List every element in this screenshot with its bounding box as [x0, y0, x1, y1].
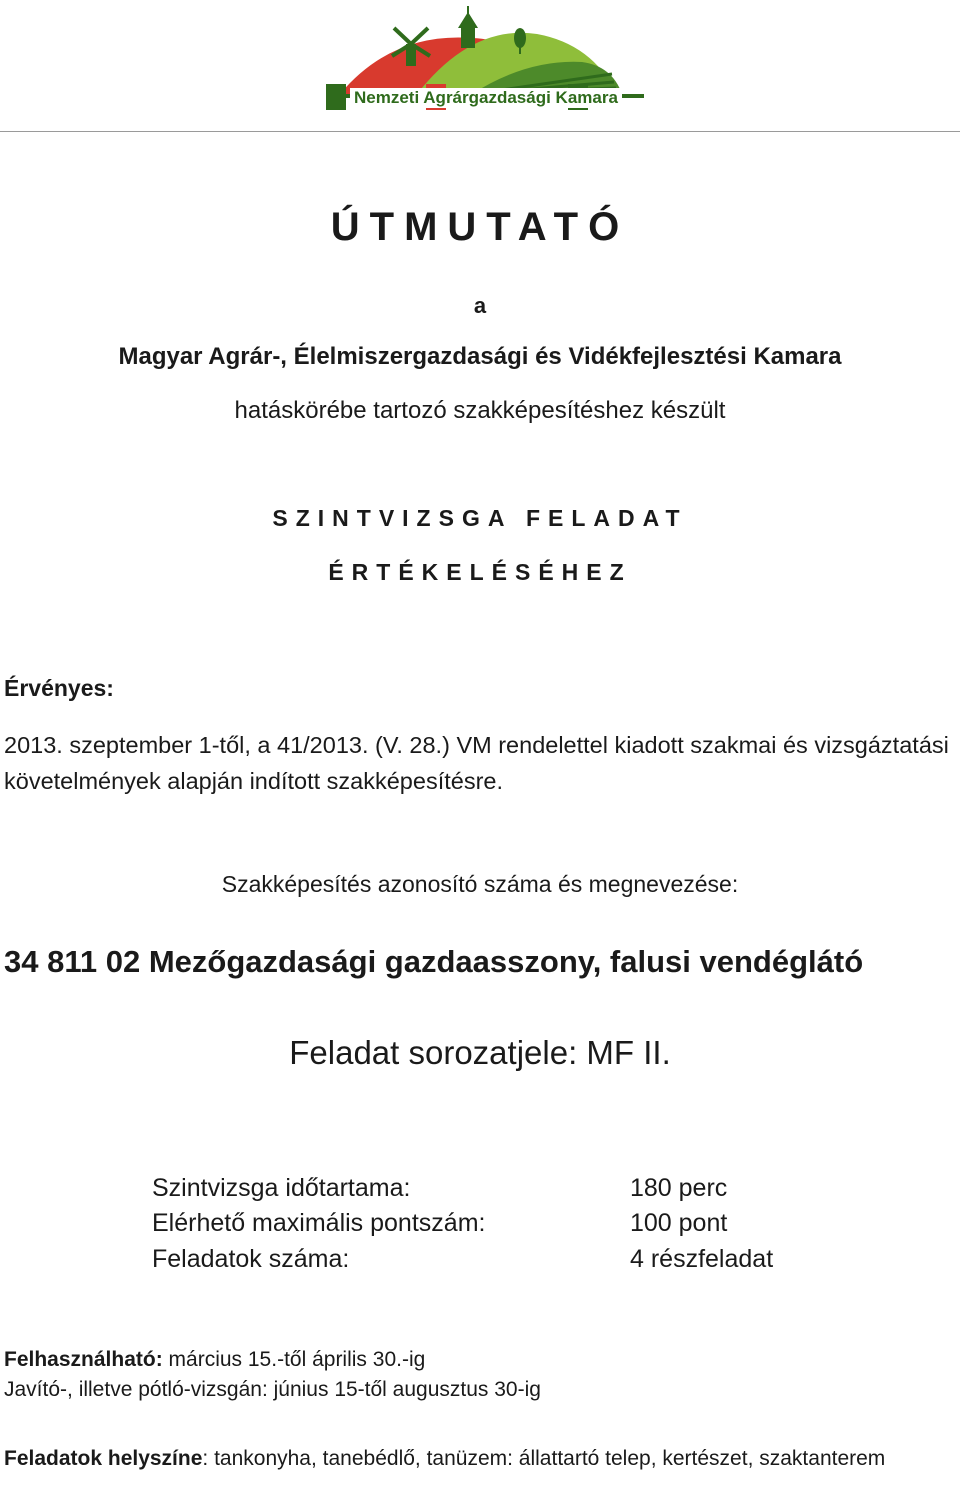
task-series: Feladat sorozatjele: MF II. — [289, 1034, 671, 1071]
qualification-name: 34 811 02 Mezőgazdasági gazdaasszony, falusi vendéglátó — [4, 944, 864, 979]
location-text: : tankonyha, tanebédlő, tanüzem: állattartó telep, kertészet, szaktanterem — [202, 1447, 886, 1470]
task-count-value: 4 részfeladat — [630, 1245, 774, 1273]
task-location — [4, 1443, 954, 1474]
retake-period: Javító-, illetve pótló-vizsgán: június 15-től augusztus 30-ig — [4, 1378, 541, 1401]
document-title: ÚTMUTATÓ — [330, 205, 630, 249]
qualification-label: Szakképesítés azonosító száma és megnevezése: — [221, 871, 739, 897]
duration-label: Szintvizsga időtartama: — [152, 1174, 411, 1202]
chamber-name: Magyar Agrár-, Élelmiszergazdasági és Vidékfejlesztési Kamara — [118, 343, 842, 370]
max-points-value: 100 pont — [630, 1209, 728, 1237]
duration-value: 180 perc — [630, 1174, 728, 1202]
usage-text: március 15.-től április 30.-ig — [162, 1348, 426, 1371]
validity-label: Érvényes: — [4, 675, 114, 701]
max-points-label: Elérhető maximális pontszám: — [152, 1209, 486, 1237]
intro-article: a — [473, 293, 487, 318]
task-count-label: Feladatok száma: — [152, 1245, 350, 1273]
logo-wordmark: Nemzeti Agrárgazdasági Kamara — [350, 88, 622, 108]
usage-label: Felhasználható: — [4, 1348, 163, 1371]
exam-heading-line2: ÉRTÉKELÉSÉHEZ — [328, 559, 632, 585]
exam-heading-line1: SZINTVIZSGA FELADAT — [272, 505, 688, 531]
header-divider — [0, 131, 960, 132]
usage-period — [4, 1348, 425, 1372]
location-label: Feladatok helyszíne — [4, 1447, 203, 1470]
validity-text: 2013. szeptember 1-től, a 41/2013. (V. 28.) VM rendelettel kiadott szakmai és vizsgáztatási követelmények alapján indított szakképesítésre. — [4, 732, 949, 794]
scope-text: hatáskörébe tartozó szakképesítéshez készült — [234, 397, 726, 424]
